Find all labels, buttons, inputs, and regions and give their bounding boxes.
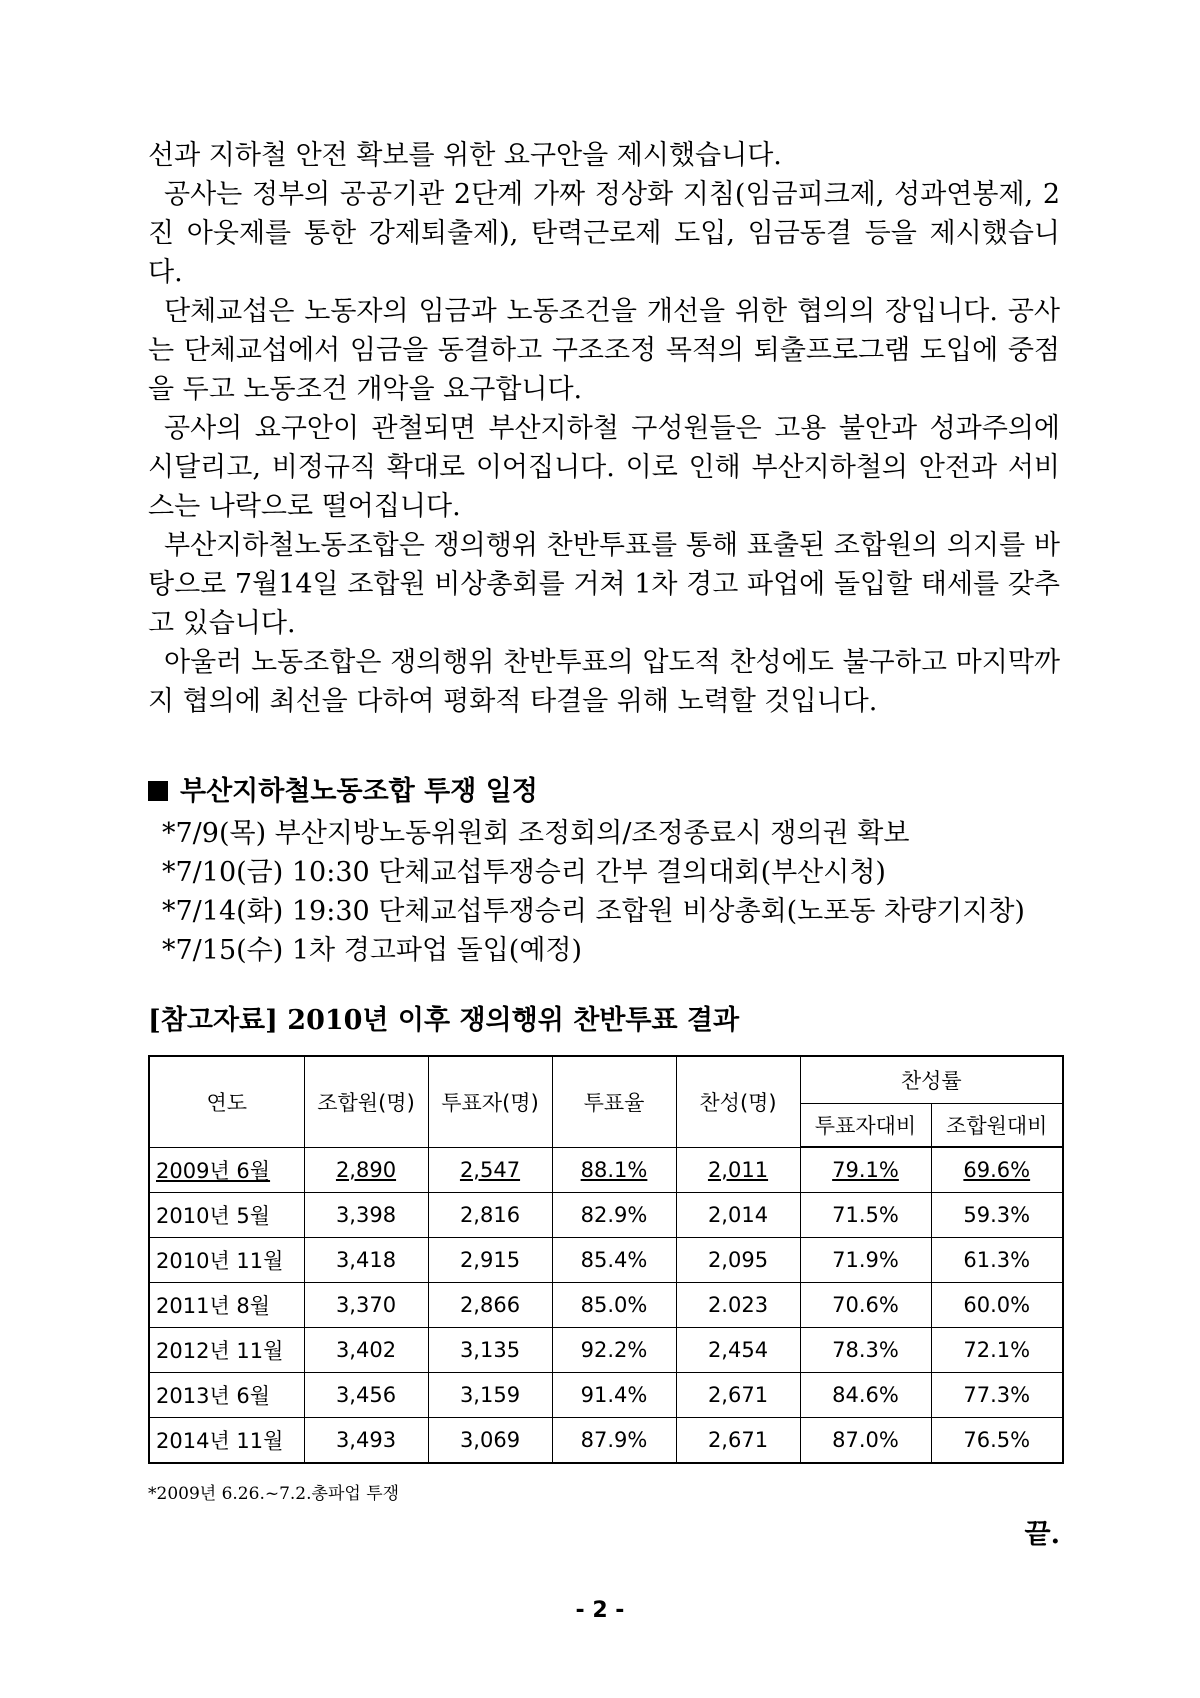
cell-approve: 2,095 — [676, 1238, 800, 1283]
cell-vs-voters: 87.0% — [800, 1418, 931, 1464]
cell-members: 3,418 — [304, 1238, 428, 1283]
header-turnout: 투표율 — [552, 1056, 676, 1147]
paragraph: 공사는 정부의 공공기관 2단계 가짜 정상화 지침(임금피크제, 성과연봉제, 2진 아웃제를 통한 강제퇴출제), 탄력근로제 도입, 임금동결 등을 제시했습니다. — [148, 179, 1060, 288]
table-row — [149, 1373, 1063, 1418]
cell-year: 2010년 11월 — [149, 1238, 304, 1283]
cell-turnout: 82.9% — [552, 1193, 676, 1238]
header-vs-voters: 투표자대비 — [800, 1104, 931, 1148]
paragraph: 선과 지하철 안전 확보를 위한 요구안을 제시했습니다. — [148, 140, 782, 171]
cell-turnout: 87.9% — [552, 1418, 676, 1464]
cell-members: 3,456 — [304, 1373, 428, 1418]
cell-year: 2013년 6월 — [149, 1373, 304, 1418]
end-mark: 끝. — [1024, 1519, 1060, 1550]
header-approve: 찬성(명) — [676, 1056, 800, 1147]
cell-vs-voters: 84.6% — [800, 1373, 931, 1418]
cell-members: 3,493 — [304, 1418, 428, 1464]
table-row — [149, 1147, 1063, 1193]
square-bullet-icon — [148, 781, 168, 801]
schedule-item: *7/14(화) 19:30 단체교섭투쟁승리 조합원 비상총회(노포동 차량기지창) — [162, 896, 1025, 927]
cell-voters: 2,547 — [428, 1147, 552, 1193]
table-row — [149, 1238, 1063, 1283]
schedule-title: 부산지하철노동조합 투쟁 일정 — [148, 772, 1060, 812]
vote-result-table — [148, 1055, 1064, 1464]
cell-vs-voters: 78.3% — [800, 1328, 931, 1373]
schedule-list — [148, 814, 1060, 970]
cell-vs-members: 77.3% — [931, 1373, 1063, 1418]
table-row — [149, 1283, 1063, 1328]
cell-vs-voters: 71.5% — [800, 1193, 931, 1238]
cell-vs-members: 72.1% — [931, 1328, 1063, 1373]
schedule-item: *7/9(목) 부산지방노동위원회 조정회의/조정종료시 쟁의권 확보 — [162, 818, 910, 849]
header-year: 연도 — [149, 1056, 304, 1147]
cell-members: 3,402 — [304, 1328, 428, 1373]
cell-members: 3,398 — [304, 1193, 428, 1238]
page-number: - 2 - — [575, 1598, 625, 1623]
cell-turnout: 88.1% — [552, 1147, 676, 1193]
cell-voters: 2,816 — [428, 1193, 552, 1238]
reference-title: [참고자료] 2010년 이후 쟁의행위 찬반투표 결과 — [148, 1005, 740, 1036]
cell-members: 3,370 — [304, 1283, 428, 1328]
schedule-item: *7/10(금) 10:30 단체교섭투쟁승리 간부 결의대회(부산시청) — [162, 857, 886, 888]
cell-approve: 2,671 — [676, 1373, 800, 1418]
cell-vs-members: 60.0% — [931, 1283, 1063, 1328]
schedule-item: *7/15(수) 1차 경고파업 돌입(예정) — [162, 935, 583, 966]
cell-approve: 2,014 — [676, 1193, 800, 1238]
cell-approve: 2,454 — [676, 1328, 800, 1373]
cell-turnout: 85.4% — [552, 1238, 676, 1283]
cell-members: 2,890 — [304, 1147, 428, 1193]
cell-vs-voters: 79.1% — [800, 1147, 931, 1193]
cell-vs-members: 59.3% — [931, 1193, 1063, 1238]
cell-year: 2010년 5월 — [149, 1193, 304, 1238]
cell-voters: 2,915 — [428, 1238, 552, 1283]
cell-approve: 2.023 — [676, 1283, 800, 1328]
cell-voters: 3,159 — [428, 1373, 552, 1418]
table-row — [149, 1328, 1063, 1373]
cell-turnout: 91.4% — [552, 1373, 676, 1418]
header-voters: 투표자(명) — [428, 1056, 552, 1147]
cell-year: 2009년 6월 — [149, 1147, 304, 1193]
cell-approve: 2,011 — [676, 1147, 800, 1193]
cell-vs-members: 69.6% — [931, 1147, 1063, 1193]
table-row — [149, 1418, 1063, 1464]
cell-vs-voters: 70.6% — [800, 1283, 931, 1328]
cell-vs-members: 76.5% — [931, 1418, 1063, 1464]
header-approval-rate: 찬성률 — [800, 1056, 1063, 1104]
cell-voters: 3,135 — [428, 1328, 552, 1373]
cell-year: 2014년 11월 — [149, 1418, 304, 1464]
paragraph: 단체교섭은 노동자의 임금과 노동조건을 개선을 위한 협의의 장입니다. 공사는 단체교섭에서 임금을 동결하고 구조조정 목적의 퇴출프로그램 도입에 중점을 두고 노동조건 개악을 요구합니다. — [148, 296, 1060, 405]
cell-year: 2011년 8월 — [149, 1283, 304, 1328]
header-vs-members: 조합원대비 — [931, 1104, 1063, 1148]
cell-year: 2012년 11월 — [149, 1328, 304, 1373]
table-footnote: *2009년 6.26.~7.2.총파업 투쟁 — [148, 1484, 400, 1504]
cell-turnout: 85.0% — [552, 1283, 676, 1328]
body-text — [148, 136, 1060, 721]
paragraph: 부산지하철노동조합은 쟁의행위 찬반투표를 통해 표출된 조합원의 의지를 바탕으로 7월14일 조합원 비상총회를 거쳐 1차 경고 파업에 돌입할 태세를 갖추고 있습니다. — [148, 530, 1060, 639]
cell-voters: 3,069 — [428, 1418, 552, 1464]
cell-vs-voters: 71.9% — [800, 1238, 931, 1283]
header-members: 조합원(명) — [304, 1056, 428, 1147]
cell-turnout: 92.2% — [552, 1328, 676, 1373]
cell-approve: 2,671 — [676, 1418, 800, 1464]
cell-voters: 2,866 — [428, 1283, 552, 1328]
table-row — [149, 1193, 1063, 1238]
paragraph: 공사의 요구안이 관철되면 부산지하철 구성원들은 고용 불안과 성과주의에 시달리고, 비정규직 확대로 이어집니다. 이로 인해 부산지하철의 안전과 서비스는 나락으로 떨어집니다. — [148, 413, 1060, 522]
paragraph: 아울러 노동조합은 쟁의행위 찬반투표의 압도적 찬성에도 불구하고 마지막까지 협의에 최선을 다하여 평화적 타결을 위해 노력할 것입니다. — [148, 647, 1060, 717]
cell-vs-members: 61.3% — [931, 1238, 1063, 1283]
schedule-section — [148, 772, 1060, 970]
